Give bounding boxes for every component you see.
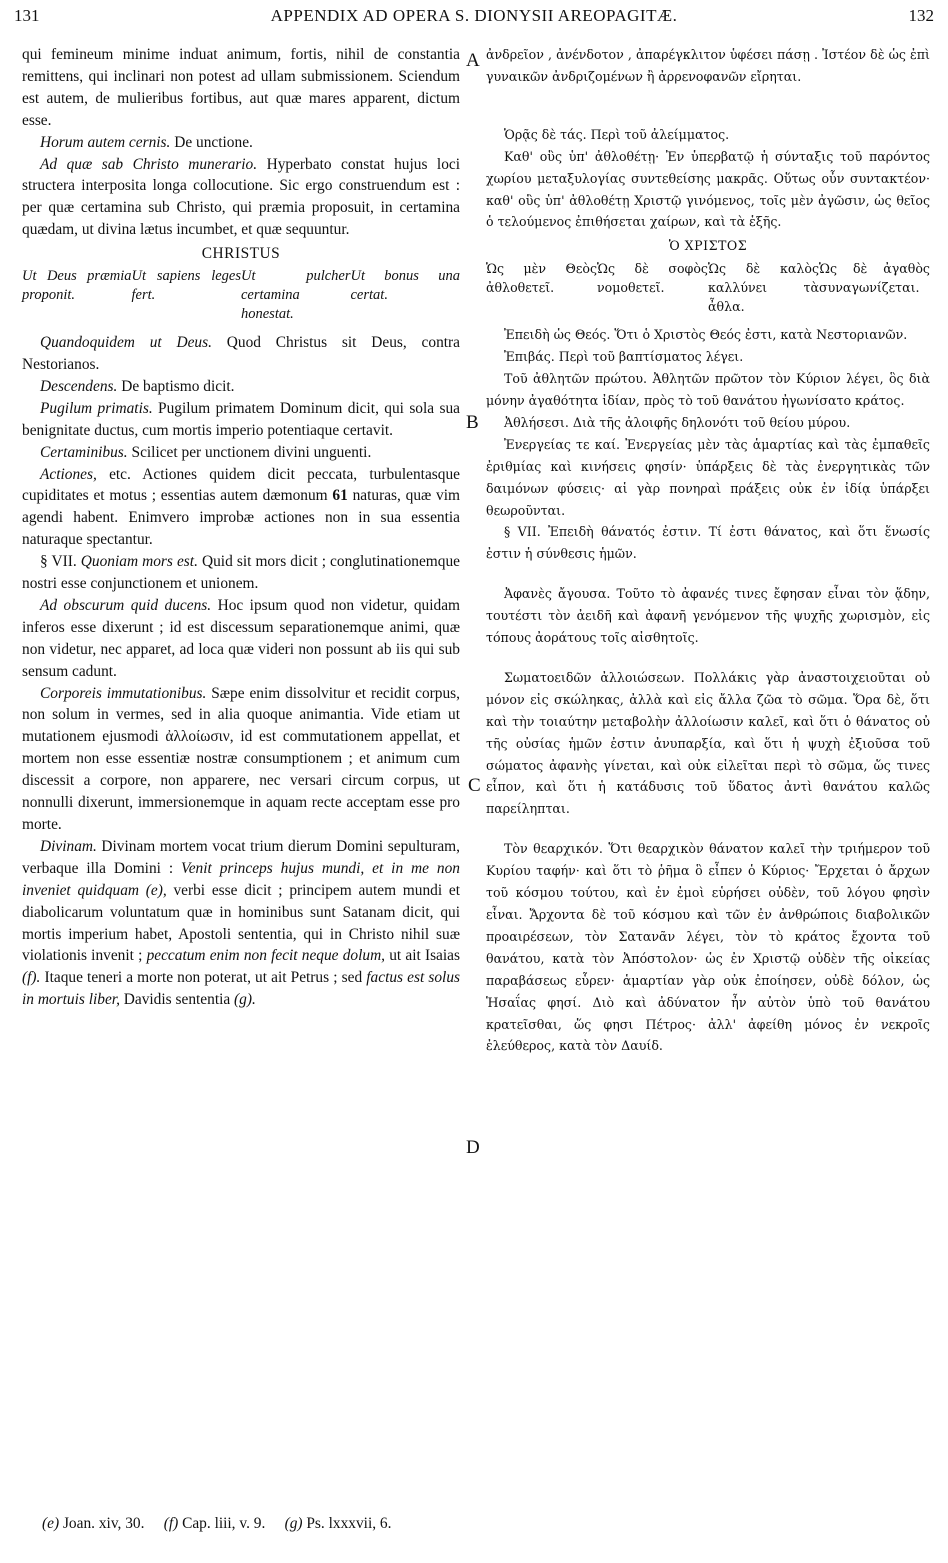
christus-table-cell: Ut Deus præmia proponit. — [22, 268, 132, 304]
latin-lemma: Pugilum primatis. — [40, 399, 153, 417]
greek-paragraph: Ἐνεργείας τε καί. Ἐνεργείας μὲν τὰς ἁμαρτίας καὶ τὰς ἐμπαθεῖς ἐριθμίας καὶ κινήσεις φησίν· ὑπάρξεις δὲ τὰς ἐνεργητικὰς τῶν δαιμόνων φύσεις· αἱ γὰρ πονηραὶ πράξεις οὐκ ἐν ἰδίᾳ ὑπάρξει θεωροῦνται. — [486, 436, 930, 518]
latin-paragraph: § VII. Quoniam mors est. Quid sit mors dicit ; conglutinationemque nostri esse conjunctionem et unionem. — [22, 553, 460, 593]
page-number-left: 131 — [14, 6, 40, 25]
greek-column — [486, 44, 930, 1057]
christus-table — [22, 267, 460, 324]
latin-paragraph: Certaminibus. Scilicet per unctionem divini unguenti. — [40, 443, 372, 461]
margin-marker-b: B — [466, 412, 479, 433]
greek-paragraph: Ὁρᾷς δὲ τάς. Περὶ τοῦ ἀλείμματος. — [504, 126, 730, 142]
footnote-text: Ps. lxxxvii, 6. — [302, 1515, 392, 1532]
latin-lemma: Horum autem cernis. — [40, 133, 171, 151]
greek-paragraph: Ἐπιβάς. Περὶ τοῦ βαπτίσματος λέγει. — [504, 349, 744, 365]
page-header — [14, 6, 934, 30]
latin-lemma: Actiones, — [40, 465, 97, 483]
footnote-mark: (e) — [42, 1515, 60, 1532]
footnote-ref: (g). — [234, 991, 256, 1009]
scripture-quote: peccatum enim non fecit neque dolum, — [146, 947, 386, 965]
greek-paragraph: Ἀθλήσεσι. Διὰ τῆς ἀλοιφῆς δηλονότι τοῦ θείου μύρου. — [504, 414, 851, 430]
margin-marker-d: D — [466, 1137, 480, 1158]
latin-column — [22, 44, 460, 1011]
page-number-right: 132 — [908, 6, 934, 25]
latin-lemma: Divinam. — [40, 837, 97, 855]
latin-lemma: Descendens. — [40, 377, 118, 395]
footnote-text: Cap. liii, v. 9. — [178, 1515, 266, 1532]
greek-paragraph: Τοῦ ἀθλητῶν πρώτου. Ἀθλητῶν πρῶτον τὸν Κύριον λέγει, ὃς διὰ μόνην ἀγαθότητα ἰδίαν, πρὸς τὸ τοῦ θανάτου ἠγωνίσατο κράτος. — [486, 371, 930, 408]
footnote-mark: (g) — [284, 1515, 303, 1532]
section-mark: § VII. — [40, 553, 81, 571]
latin-lemma: Quandoquidem ut Deus. — [40, 334, 212, 352]
latin-lemma: Certaminibus. — [40, 443, 128, 461]
christos-table — [486, 259, 930, 316]
footnote-text: Joan. xiv, 30. — [59, 1515, 145, 1532]
latin-paragraph: Descendens. De baptismo dicit. — [40, 377, 235, 395]
footnotes — [42, 1515, 922, 1533]
christos-table-cell: Ὡς δὲ ἀγαθὸς συναγωνίζεται. — [819, 261, 930, 296]
latin-paragraph: Horum autem cernis. De unctione. — [40, 133, 253, 151]
latin-paragraph: Divinam. Divinam mortem vocat trium dierum Domini sepulturam, verbaque illa Domini : Venit princeps hujus mundi, et in me non inveniet quidquam (e), verbi esse dicit ; principem autem mundi et diabolicarum voluntatum quæ in hominibus sunt Satanam dicit, qui mortis imperium habet, Apostoli sententia, qui in Christo nihil suæ violationis invenit ; peccatum enim non fecit neque dolum, ut ait Isaias (f). Itaque teneri a morte non poterat, ut ait Petrus ; sed factus est solus in mortuis liber, Davidis sententia (g). — [22, 837, 460, 1009]
christos-table-cell: Ὡς δὲ σοφὸς νομοθετεῖ. — [597, 261, 708, 296]
scripture-quote: factus est solus in mortuis liber, — [22, 969, 460, 1009]
footnote-mark: (f) — [163, 1515, 179, 1532]
greek-paragraph: Ἐπειδὴ ὡς Θεός. Ὅτι ὁ Χριστὸς Θεός ἐστι, κατὰ Νεστοριανῶν. — [504, 327, 908, 343]
column-number: 61 — [332, 487, 348, 505]
christos-table-cell: Ὡς δὲ καλὸς καλλύνει τὰ ἆθλα. — [708, 261, 819, 315]
latin-lemma: Corporeis immutationibus. — [40, 684, 207, 702]
scripture-quote: Venit princeps hujus mundi, et in me non inveniet quidquam (e), — [22, 859, 460, 899]
latin-paragraph: Pugilum primatis. Pugilum primatem Dominum dicit, qui sola sua benignitate ductus, cum mortis imperio potentiaque certavit. — [22, 399, 460, 439]
margin-marker-a: A — [466, 50, 480, 71]
latin-paragraph: Ad obscurum quid ducens. Hoc ipsum quod non videtur, quidam inferos esse dixerunt ; id est discessum separationemque animi, quæ non videtur, nec apparet, ad loca quæ videri non possunt ab iis qui sub sensum cadunt. — [22, 596, 460, 680]
christus-table-cell: Ut pulcher certamina honestat. — [241, 268, 351, 323]
latin-lemma: Ad quæ sab Christo munerario. — [40, 155, 258, 173]
latin-lemma: Quoniam mors est. — [80, 553, 198, 571]
latin-paragraph: qui femineum minime induat animum, fortis, nihil de constantia remittens, qui inclinari non potest ad ullam submissionem. Sciendum est autem, de mulieribus fortibus, aut quæ mares apparent, dictum esse. — [22, 46, 460, 129]
latin-paragraph: Actiones, etc. Actiones quidem dicit peccata, turbulentasque cupiditates et motus ; essentias autem dæmonum 61 naturas, quæ vim agendi habent. Enimvero improbæ actiones non in sua essentia naturaque spectantur. — [22, 465, 461, 549]
greek-paragraph: Καθ' οὓς ὑπ' ἀθλοθέτῃ· Ἐν ὑπερβατῷ ἡ σύνταξις τοῦ παρόντος χωρίου μεταξυλογίας συντεθείσης μακρᾶς. Οὕτως οὖν συντακτέον· καθ' οὓς ὑπ' ἀθλοθέτῃ Χριστῷ γινόμενος, τοῖς μὲν ἀγῶσιν, ὡς θεῖος ὁ τελούμενος ἐπιθήσεται χαίρων, καὶ τὰ ἑξῆς. — [486, 148, 930, 230]
latin-paragraph: Quandoquidem ut Deus. Quod Christus sit Deus, contra Nestorianos. — [22, 334, 460, 373]
greek-paragraph: § VII. Ἐπειδὴ θάνατός ἐστιν. Τί ἐστι θάνατος, καὶ ὅτι ἕνωσίς ἐστιν ἡ σύνθεσις ἡμῶν. — [486, 524, 930, 562]
greek-paragraph: Ἀφανὲς ἄγουσα. Τοῦτο τὸ ἀφανές τινες ἔφησαν εἶναι τὸν ᾅδην, τουτέστι τὸν ἀειδῆ καὶ ἀφανῆ γενόμενον τῆς ψυχῆς χωρισμὸν, εἰς τόπους ἀοράτους τοῖς αἰσθητοῖς. — [486, 586, 930, 646]
latin-lemma: Ad obscurum quid ducens. — [40, 596, 212, 614]
margin-marker-c: C — [468, 775, 481, 796]
christus-table-cell: Ut bonus una certat. — [350, 268, 460, 304]
christos-table-cell: Ὡς μὲν Θεὸς ἀθλοθετεῖ. — [486, 261, 597, 296]
latin-paragraph: Ad quæ sab Christo munerario. Hyperbato constat hujus loci structera interposita longa collocutione. Sic ergo construendum est : per quæ certamina sub Christo, qui præmia proposuit, in certamina quædam, ut divina lætus incumbet, et quæ sequuntur. — [22, 155, 461, 239]
running-title: APPENDIX AD OPERA S. DIONYSII AREOPAGITÆ. — [270, 6, 678, 25]
latin-paragraph: Corporeis immutationibus. Sæpe enim dissolvitur et recidit corpus, non solum in vermes, sed in alia quoque animantia. Vide etiam ut mutationem ejusmodi ἀλλοίωσιν, id est commutationem appellat, et mortem non esse essentiæ nostræ consumptionem ; et animum cum discessit a corpore, non apparere, nec versari circum corpus, ut nonnulli dixerunt, immersionemque in aquam recte acceptam esse pro morte. — [22, 684, 461, 833]
christus-table-title: CHRISTUS — [201, 245, 281, 263]
christus-table-cell: Ut sapiens leges fert. — [131, 268, 241, 304]
christos-table-title: Ὁ ΧΡΙΣΤΟΣ — [668, 238, 748, 254]
greek-paragraph: Τὸν θεαρχικόν. Ὅτι θεαρχικὸν θάνατον καλεῖ τὴν τριήμερον τοῦ Κυρίου ταφήν· καὶ ὅτι τὸ ῥῆμα ὃ εἶπεν ὁ Κύριος· Ἔρχεται ὁ ἄρχων τοῦ κόσμου τούτου, καὶ ἐν ἐμοὶ εὑρήσει οὐδὲν, τοῦ λόγου φησὶν εἶναι. Ἄρχοντα δὲ τοῦ κόσμου καὶ τῶν ἐν ἀνθρώποις διαβολικῶν προαιρέσεων, τὸν Σατανᾶν λέγει, τὸν τὸ κράτος ἔχοντα τοῦ θανάτου, κατὰ τὸν Ἀπόστολον· ὡς ἐν Χριστῷ οὐδὲν τῆς οἰκείας παραβάσεως εὗρεν· ἁμαρτίαν γὰρ οὐκ ἐποίησεν, οὐδὲ δόλον, ὡς Ἡσαΐας φησί. Διὸ καὶ ἀδύνατον ἦν αὐτὸν ὑπὸ τοῦ θανάτου κρατεῖσθαι, ὥς φησι Πέτρος· ἀλλ' ἀφείθη μόνος ἐν νεκροῖς ἐλεύθερος, κατὰ τὸν Δαυίδ. — [486, 841, 930, 1054]
greek-paragraph: Σωματοειδῶν ἀλλοιώσεων. Πολλάκις γὰρ ἀναστοιχειοῦται οὐ μόνον εἰς σκώληκας, ἀλλὰ καὶ εἰς ἄλλα ζῶα τὸ σῶμα. Ὅρα δὲ, ὅτι καὶ τὴν τοιαύτην μεταβολὴν ἀλλοίωσιν καλεῖ, καὶ ὅτι ὁ θάνατος οὐ τῆς οὐσίας ἡμῶν ἐστιν ἀνυπαρξία, καὶ ὅτι ἡ ψυχὴ ἐξιοῦσα τοῦ σώματος ἀφανὴς γίνεται, καὶ οὐκ εἰλεῖται περὶ τὸ σῶμα, ὥς τινες εἶπον, καὶ ὅτι ἡ κατάδυσις τοῦ ὕδατος ἀντὶ θανάτου καλῶς παρείληπται. — [486, 669, 930, 817]
greek-paragraph: ἀνδρεῖον , ἀνένδοτον , ἀπαρέγκλιτον ὑφέσει πάσῃ . Ἰστέον δὲ ὡς ἐπὶ γυναικῶν ἀνδριζομένων ἢ ἀρρενοφανῶν εἴρηται. — [486, 47, 930, 84]
footnote-ref: (f). — [22, 969, 41, 987]
